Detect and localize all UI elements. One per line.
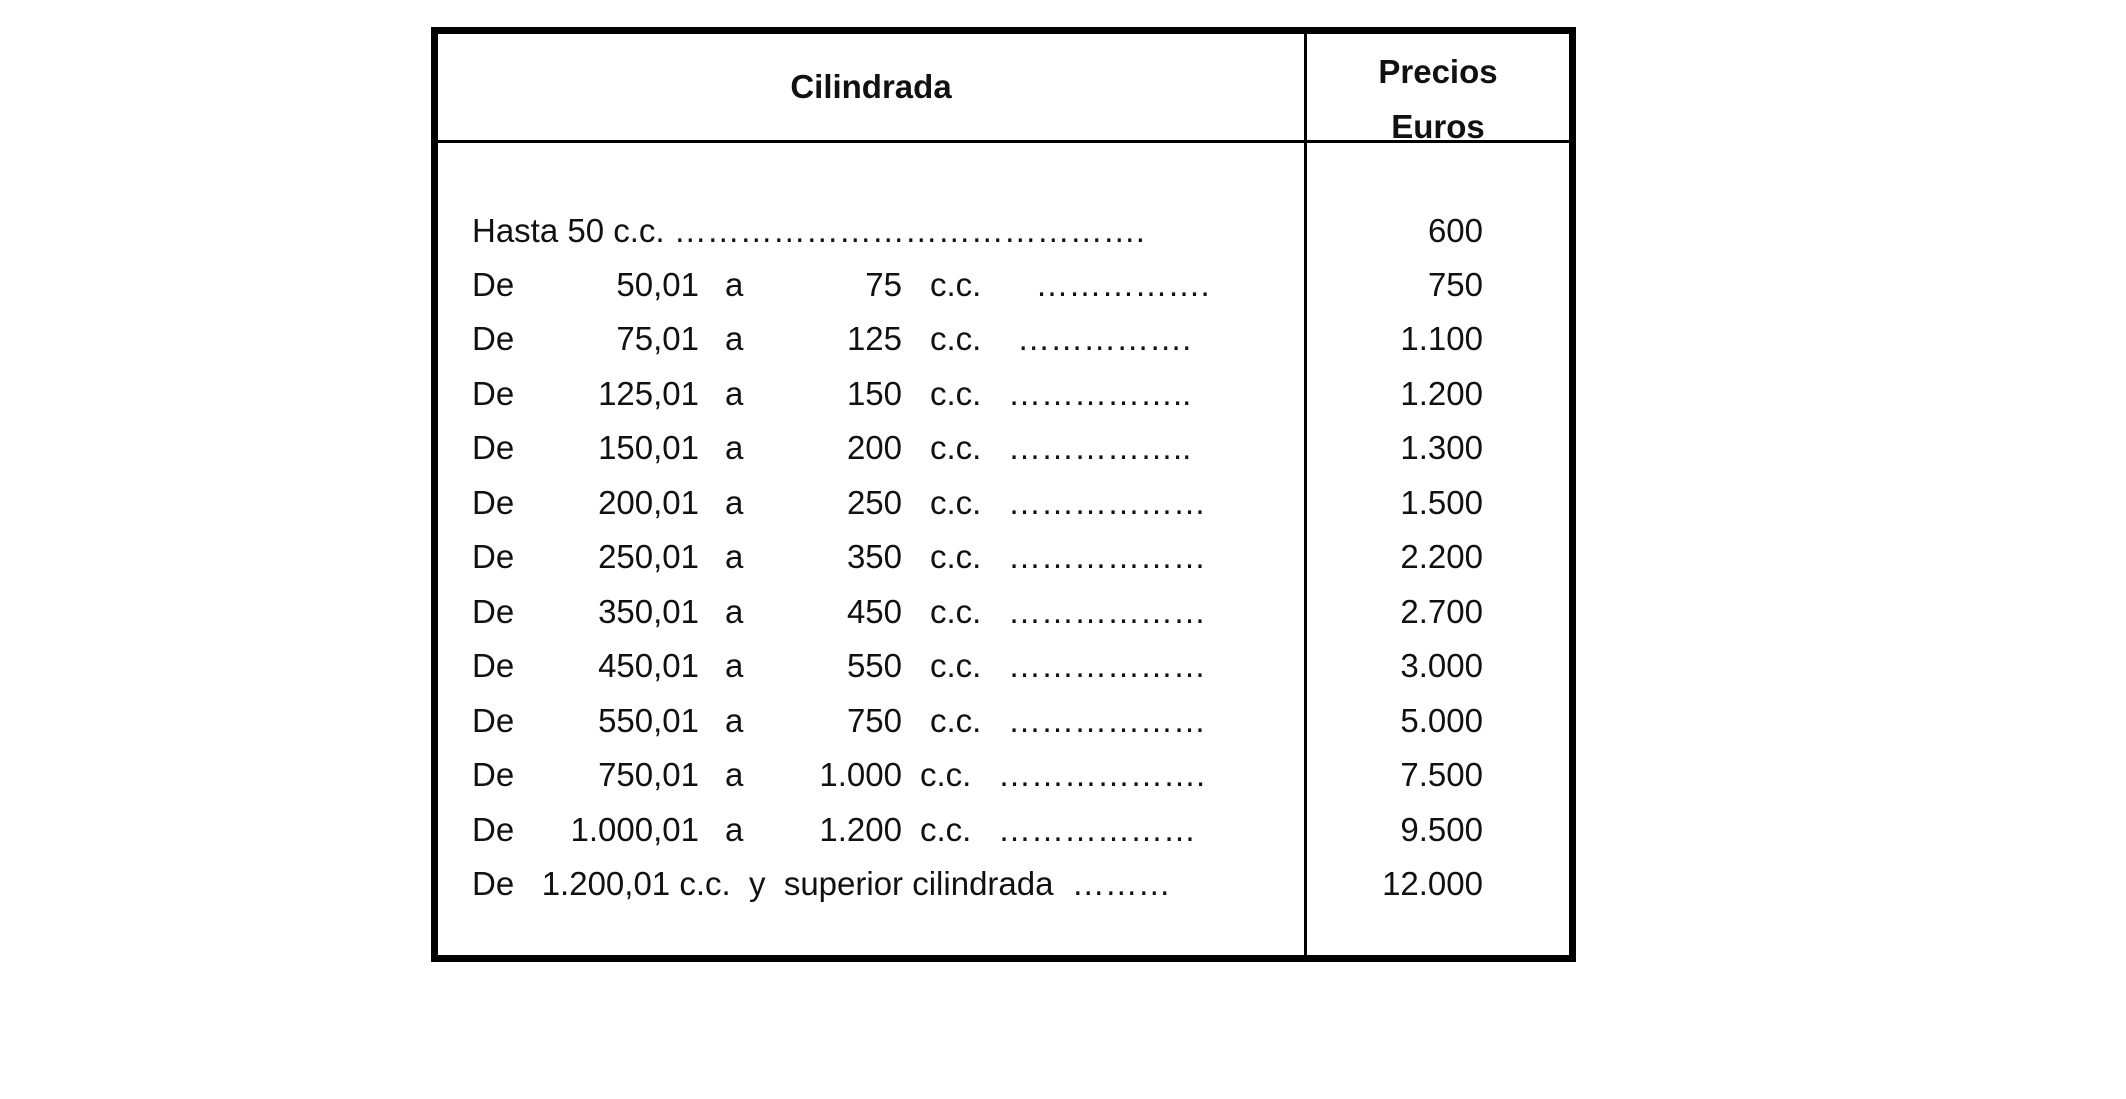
- row-dots: ………………: [1008, 647, 1206, 684]
- row-dots: ……………….: [998, 756, 1206, 793]
- header-precios-euros: [1307, 44, 1569, 154]
- row-price: 2.200: [1400, 538, 1483, 575]
- table-row: [438, 428, 1569, 468]
- row-label: Hasta 50 c.c. …………………………………….: [472, 212, 1145, 249]
- row-cc: c.c.: [930, 375, 982, 412]
- table-row: [438, 755, 1569, 795]
- table-row: [438, 483, 1569, 523]
- table-row: [438, 701, 1569, 741]
- row-price: 7.500: [1400, 756, 1483, 793]
- row-prefix: De: [472, 266, 515, 303]
- row-dots: …………….: [1008, 320, 1192, 357]
- row-price: 3.000: [1400, 647, 1483, 684]
- table-row: [438, 810, 1569, 850]
- table-row: [438, 211, 1569, 251]
- row-cc: c.c.: [930, 702, 982, 739]
- row-prefix: De: [472, 756, 515, 793]
- row-to: 450: [846, 593, 902, 630]
- row-prefix: De: [472, 538, 515, 575]
- row-from: 550,01: [598, 702, 699, 739]
- row-prefix: De: [472, 811, 515, 848]
- row-cc: c.c.: [930, 484, 982, 521]
- row-price: 5.000: [1400, 702, 1483, 739]
- table-row: [438, 265, 1569, 305]
- table-row: [438, 646, 1569, 686]
- row-prefix: De: [472, 429, 515, 466]
- row-to: 250: [846, 484, 902, 521]
- row-a: a: [725, 538, 744, 575]
- price-table: [431, 27, 1576, 962]
- row-from: 200,01: [598, 484, 699, 521]
- row-price: 1.500: [1400, 484, 1483, 521]
- table-row: [438, 592, 1569, 632]
- row-from: 125,01: [598, 375, 699, 412]
- row-prefix: De: [472, 593, 515, 630]
- row-to: 1.200: [819, 811, 902, 848]
- row-from: 450,01: [598, 647, 699, 684]
- row-a: a: [725, 811, 744, 848]
- row-from: 1.000,01: [570, 811, 699, 848]
- row-to: 75: [865, 266, 902, 303]
- table-row: [438, 537, 1569, 577]
- row-a: a: [725, 702, 744, 739]
- row-cc: c.c.: [930, 266, 982, 303]
- row-prefix: De: [472, 375, 515, 412]
- header-euros: Euros: [1391, 108, 1485, 145]
- row-from: 250,01: [598, 538, 699, 575]
- row-to: 200: [846, 429, 902, 466]
- row-cc: c.c.: [930, 320, 982, 357]
- row-from: 150,01: [598, 429, 699, 466]
- row-to: 1.000: [819, 756, 902, 793]
- row-label: De 1.200,01 c.c. y superior cilindrada ………: [472, 865, 1171, 902]
- row-to: 125: [846, 320, 902, 357]
- row-a: a: [725, 756, 744, 793]
- row-to: 350: [846, 538, 902, 575]
- row-from: 350,01: [598, 593, 699, 630]
- row-to: 750: [846, 702, 902, 739]
- row-to: 550: [846, 647, 902, 684]
- row-prefix: De: [472, 702, 515, 739]
- row-a: a: [725, 320, 744, 357]
- row-from: 75,01: [616, 320, 699, 357]
- row-price: 600: [1427, 212, 1483, 249]
- row-dots: ……………..: [1008, 429, 1192, 466]
- row-cc: c.c.: [920, 756, 972, 793]
- row-price: 1.200: [1400, 375, 1483, 412]
- row-a: a: [725, 593, 744, 630]
- row-prefix: De: [472, 320, 515, 357]
- row-dots: ……………..: [1008, 375, 1192, 412]
- row-price: 1.300: [1400, 429, 1483, 466]
- row-a: a: [725, 429, 744, 466]
- row-dots: ………………: [1008, 593, 1206, 630]
- table-row: [438, 864, 1569, 904]
- row-cc: c.c.: [930, 538, 982, 575]
- row-cc: c.c.: [930, 593, 982, 630]
- row-price: 1.100: [1400, 320, 1483, 357]
- row-a: a: [725, 266, 744, 303]
- row-cc: c.c.: [930, 647, 982, 684]
- table-row: [438, 319, 1569, 359]
- table-row: [438, 374, 1569, 414]
- row-price: 750: [1427, 266, 1483, 303]
- row-cc: c.c.: [930, 429, 982, 466]
- row-cc: c.c.: [920, 811, 972, 848]
- row-dots: ………………: [1008, 538, 1206, 575]
- row-dots: ………………: [1008, 702, 1206, 739]
- row-a: a: [725, 647, 744, 684]
- row-a: a: [725, 375, 744, 412]
- row-from: 750,01: [598, 756, 699, 793]
- row-from: 50,01: [616, 266, 699, 303]
- row-price: 12.000: [1382, 865, 1483, 902]
- row-a: a: [725, 484, 744, 521]
- row-dots: ………………: [1008, 484, 1206, 521]
- row-price: 9.500: [1400, 811, 1483, 848]
- row-to: 150: [846, 375, 902, 412]
- row-dots: …………….: [1008, 266, 1210, 303]
- header-cilindrada: Cilindrada: [790, 68, 952, 105]
- row-dots: ………………: [998, 811, 1196, 848]
- row-prefix: De: [472, 484, 515, 521]
- row-prefix: De: [472, 647, 515, 684]
- row-price: 2.700: [1400, 593, 1483, 630]
- header-precios: Precios: [1378, 53, 1498, 90]
